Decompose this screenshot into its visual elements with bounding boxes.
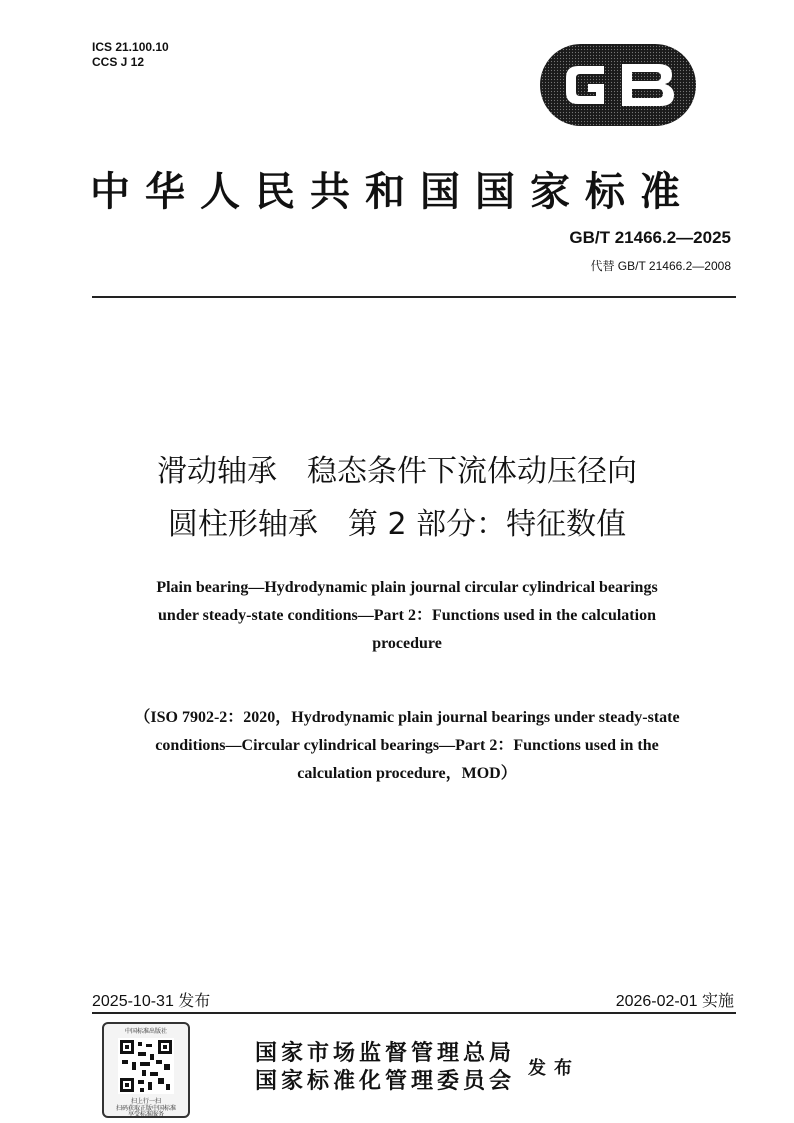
issue-date: 2025-10-31 发布 xyxy=(92,993,211,1010)
header-divider xyxy=(92,296,736,298)
qr-top-caption: 中国标准出版社 xyxy=(124,1028,167,1035)
qr-caption-2: 扫码获取正版中国标准 xyxy=(115,1105,176,1112)
english-title xyxy=(100,574,714,658)
qr-caption-1: 扫上行一扫 xyxy=(130,1098,161,1105)
national-standard-heading: 中华人民共和国国家标准 xyxy=(90,168,695,215)
iso-reference-line-3: calculation procedure，MOD） xyxy=(297,765,517,782)
standard-number: GB/T 21466.2—2025 xyxy=(569,228,731,247)
english-title-line-1: Plain bearing—Hydrodynamic plain journal circular cylindrical bearings xyxy=(156,579,658,596)
implementation-date: 2026-02-01 实施 xyxy=(615,993,734,1010)
ics-ccs-codes xyxy=(92,40,169,70)
publish-label: 发布 xyxy=(528,1058,580,1079)
issuer-sac: 国家标准化管理委员会 xyxy=(255,1068,516,1094)
ccs-code: CCS J 12 xyxy=(92,55,145,69)
chinese-title-line-1: 滑动轴承 稳态条件下流体动压径向 xyxy=(157,454,637,489)
replaces-standard: 代替 GB/T 21466.2—2008 xyxy=(590,259,731,273)
qr-code-icon xyxy=(118,1038,174,1094)
chinese-title-line-2: 圆柱形轴承 第 2 部分：特征数值 xyxy=(167,507,627,542)
issuer-samr: 国家市场监督管理总局 xyxy=(255,1040,516,1066)
iso-reference-line-1: （ISO 7902-2：2020，Hydrodynamic plain journal bearings under steady-state xyxy=(134,709,680,726)
iso-reference-line-2: conditions—Circular cylindrical bearings—Part 2：Functions used in the xyxy=(155,737,659,754)
qr-caption-3: 享受标准服务 xyxy=(127,1111,164,1118)
qr-code-badge[interactable] xyxy=(102,1022,190,1118)
gb-logo xyxy=(538,42,698,128)
footer-divider xyxy=(92,1012,736,1014)
english-title-line-3: procedure xyxy=(372,635,442,652)
english-title-line-2: under steady-state conditions—Part 2：Functions used in the calculation xyxy=(158,607,656,624)
iso-reference xyxy=(100,704,714,788)
ics-code: ICS 21.100.10 xyxy=(92,40,169,54)
